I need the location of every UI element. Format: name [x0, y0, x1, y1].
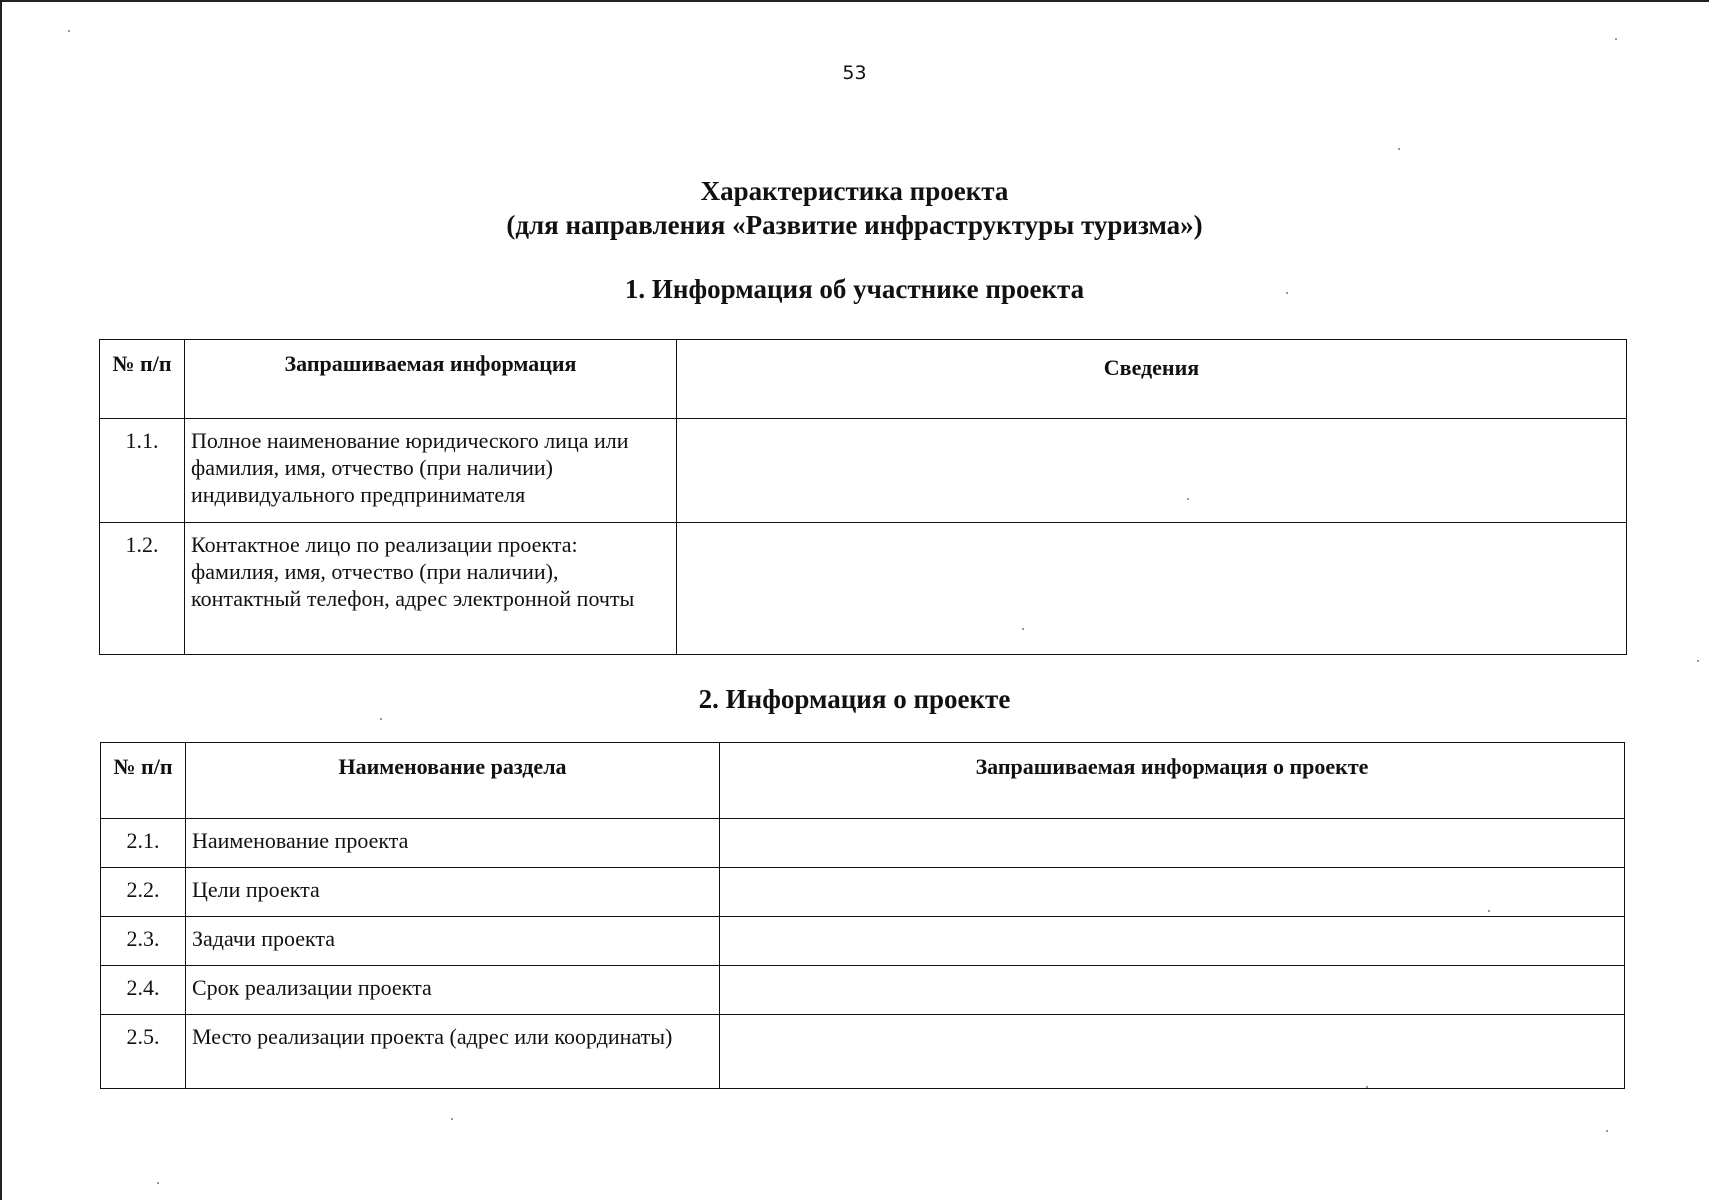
table-row — [101, 868, 1625, 917]
row-label: Задачи проекта — [186, 917, 720, 966]
scan-speck — [1697, 660, 1699, 662]
column-header-requested-info: Запрашиваемая информация — [185, 340, 677, 419]
scan-speck — [1615, 38, 1617, 40]
row-value-cell[interactable] — [720, 1015, 1625, 1089]
document-title: Характеристика проекта — [700, 176, 1009, 206]
document-subtitle: (для направления «Развитие инфраструктуры туризма») — [506, 210, 1203, 240]
participant-info-table — [99, 339, 1627, 655]
column-header-details: Сведения — [677, 340, 1627, 419]
row-value-cell[interactable] — [720, 966, 1625, 1015]
scan-speck — [380, 718, 382, 720]
row-number: 1.1. — [100, 419, 185, 523]
row-number: 2.5. — [101, 1015, 186, 1089]
table-row — [101, 917, 1625, 966]
column-header-project-info: Запрашиваемая информация о проекте — [720, 743, 1625, 819]
row-label: Цели проекта — [186, 868, 720, 917]
row-label: Срок реализации проекта — [186, 966, 720, 1015]
table-header-row — [101, 743, 1625, 819]
scan-speck — [1022, 628, 1024, 630]
table-row — [101, 1015, 1625, 1089]
column-header-section-name: Наименование раздела — [186, 743, 720, 819]
scan-speck — [1398, 148, 1400, 150]
row-number: 2.2. — [101, 868, 186, 917]
row-number: 2.1. — [101, 819, 186, 868]
row-value-cell[interactable] — [677, 419, 1627, 523]
row-value-cell[interactable] — [720, 819, 1625, 868]
scan-speck — [1488, 910, 1490, 912]
scan-edge-top — [0, 0, 1709, 2]
table-row — [101, 819, 1625, 868]
row-number: 1.2. — [100, 523, 185, 655]
row-value-cell[interactable] — [677, 523, 1627, 655]
section-1-heading: 1. Информация об участнике проекта — [624, 274, 1085, 304]
scan-speck — [1187, 498, 1189, 500]
scan-speck — [1606, 1130, 1608, 1132]
row-number: 2.4. — [101, 966, 186, 1015]
row-value-cell[interactable] — [720, 917, 1625, 966]
table-row — [100, 523, 1627, 655]
column-header-number: № п/п — [101, 743, 186, 819]
row-number: 2.3. — [101, 917, 186, 966]
project-info-table — [100, 742, 1625, 1089]
scan-speck — [451, 1118, 453, 1120]
page-number: 53 — [842, 62, 867, 84]
table-row — [100, 419, 1627, 523]
row-label: Наименование проекта — [186, 819, 720, 868]
section-2-heading: 2. Информация о проекте — [698, 684, 1011, 714]
scan-speck — [1366, 1086, 1368, 1088]
row-label: Полное наименование юридического лица или фамилия, имя, отчество (при наличии) индивидуального предпринимателя — [185, 419, 677, 523]
scan-speck — [1286, 292, 1288, 294]
column-header-number: № п/п — [100, 340, 185, 419]
scan-speck — [68, 30, 70, 32]
row-label: Место реализации проекта (адрес или координаты) — [186, 1015, 720, 1089]
table-row — [101, 966, 1625, 1015]
row-label: Контактное лицо по реализации проекта: фамилия, имя, отчество (при наличии), контактный телефон, адрес электронной почты — [185, 523, 677, 655]
scan-speck — [157, 1182, 159, 1184]
table-header-row — [100, 340, 1627, 419]
